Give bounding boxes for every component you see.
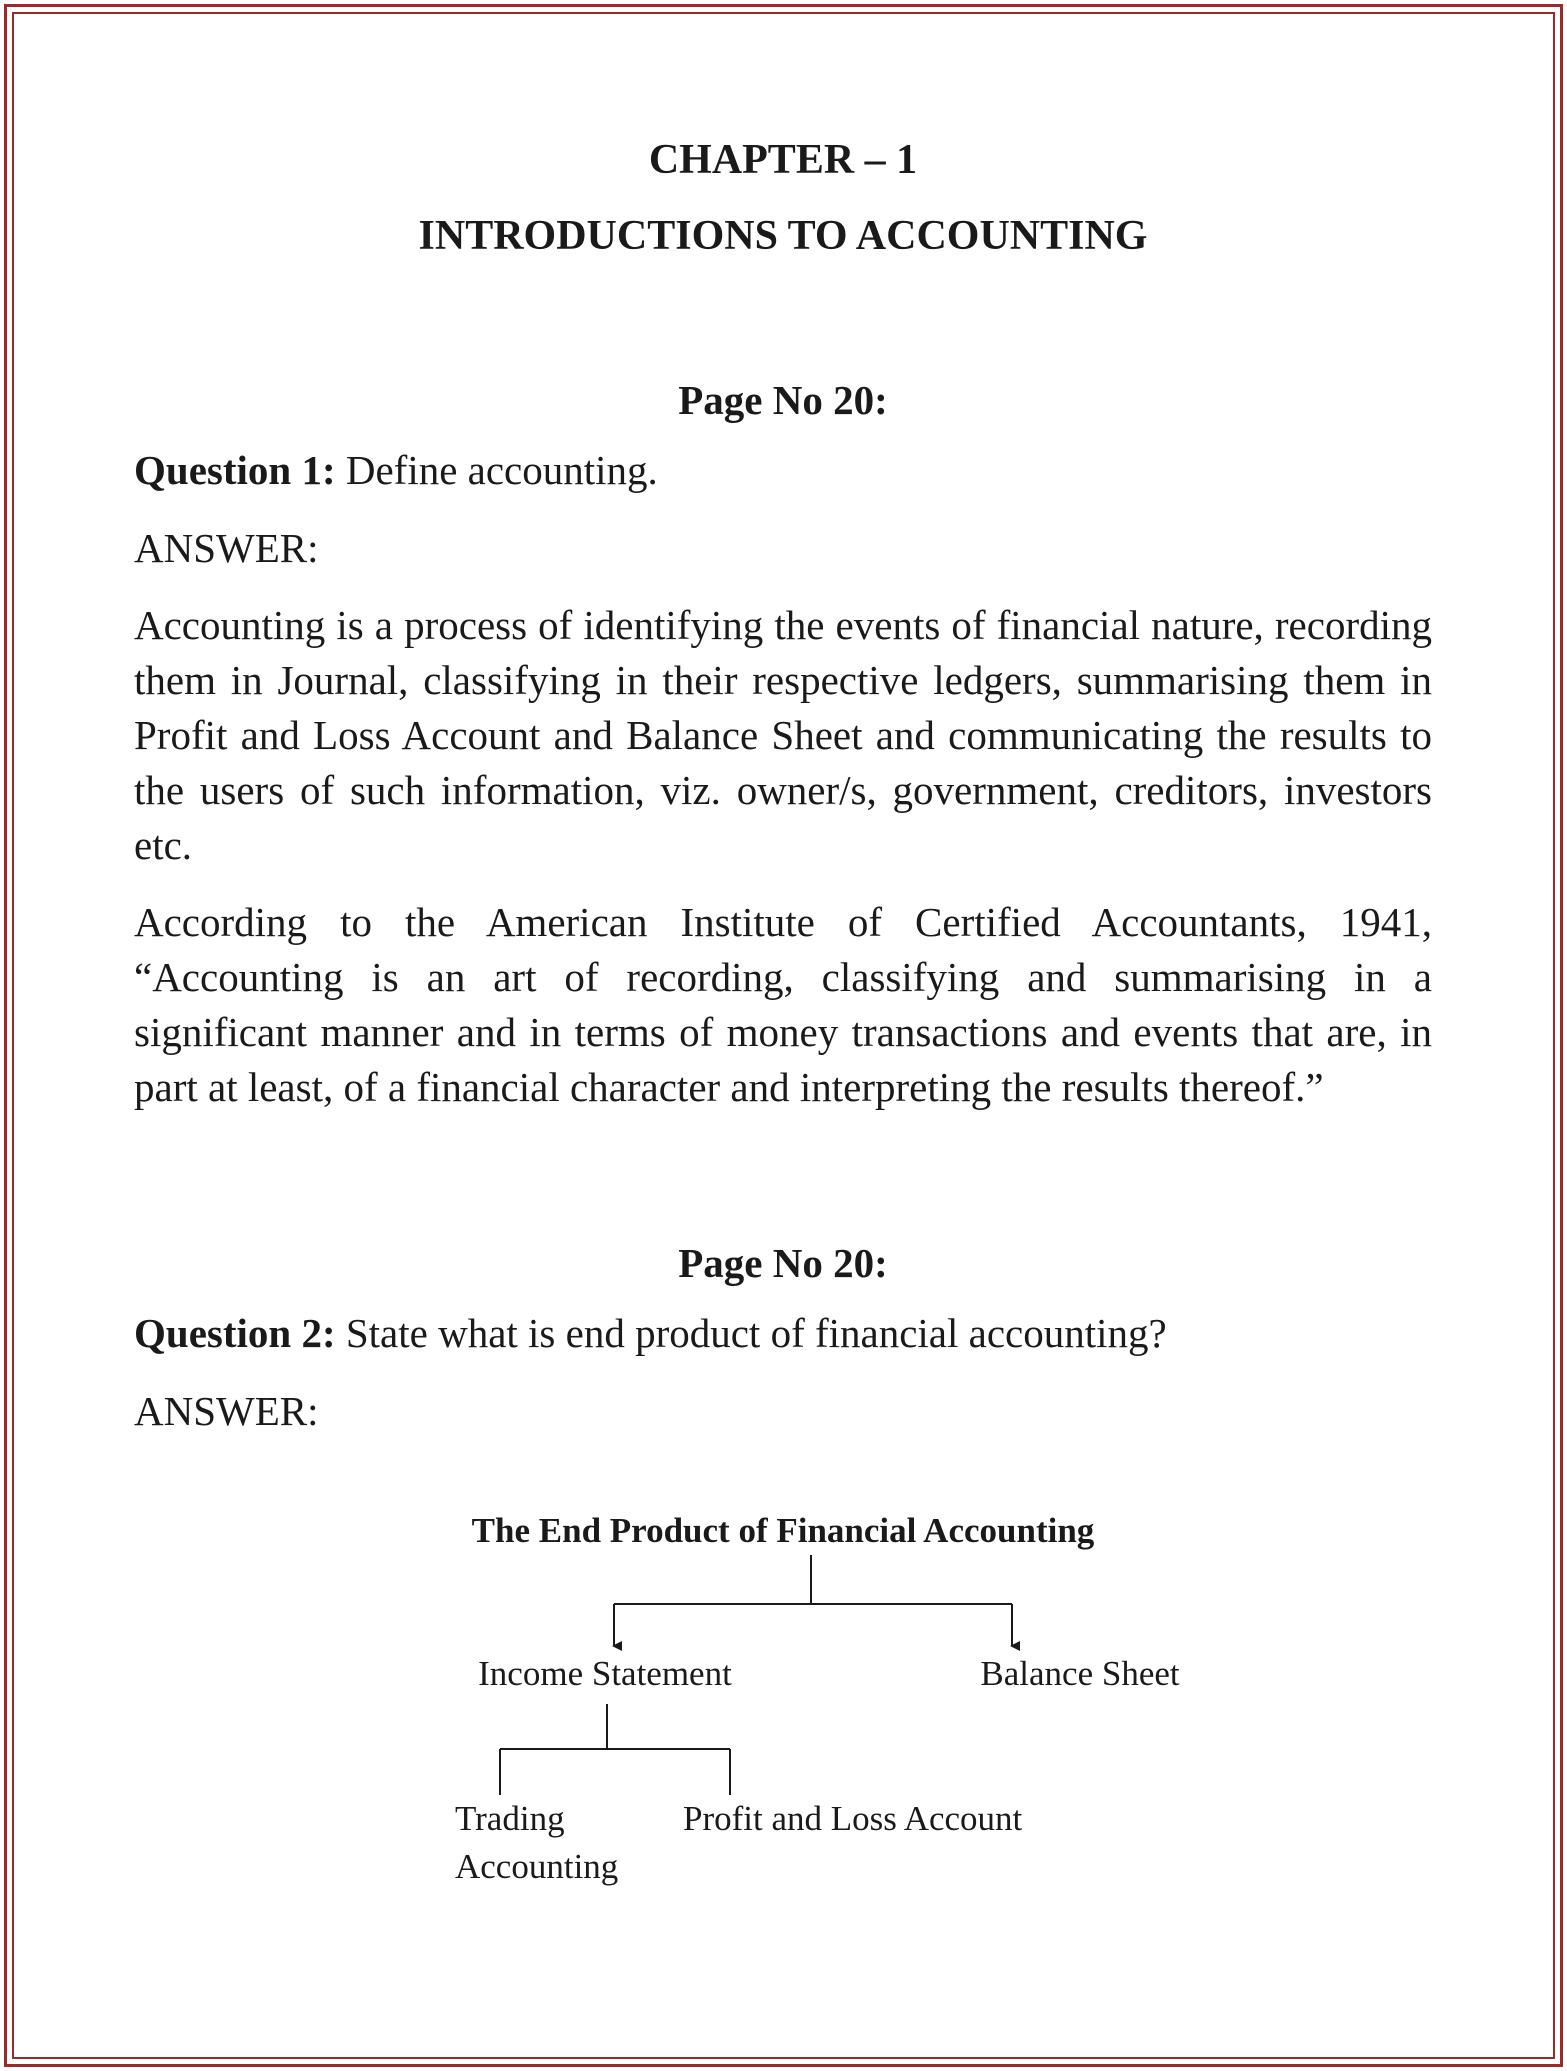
answer-paragraph: Accounting is a process of identifying the events of financial nature, recording them in Journal, classifying in their respective ledgers, summarising them in Profit and Loss Account and Balance Sheet and communicating the results to the users of such information, viz. owner/s, government, creditors, investors etc. xyxy=(134,602,1432,868)
chapter-heading: CHAPTER – 1 xyxy=(648,137,918,183)
answer-label: ANSWER: xyxy=(134,1388,319,1434)
question-text: Define accounting. xyxy=(335,447,658,493)
diagram-profit-and-loss: Profit and Loss Account xyxy=(683,1799,1023,1838)
answer-paragraph: According to the American Institute of Certified Accountants, 1941, “Accounting is an art of recording, classifying and summarising in a significant manner and in terms of money transactions and events that are, in part at least, of a financial character and interpreting the results thereof.” xyxy=(134,899,1432,1110)
diagram-root-label: The End Product of Financial Accounting xyxy=(471,1511,1095,1550)
question-text: State what is end product of financial accounting? xyxy=(335,1310,1167,1356)
question-label: Question 2: xyxy=(134,1310,336,1356)
diagram-balance-sheet: Balance Sheet xyxy=(980,1654,1180,1693)
question-1 xyxy=(134,442,1432,498)
diagram-trading-line1: Trading xyxy=(455,1799,565,1838)
page-number-label: Page No 20: xyxy=(678,377,888,423)
diagram-income-statement: Income Statement xyxy=(478,1654,732,1693)
answer-label: ANSWER: xyxy=(134,525,319,571)
document-page xyxy=(134,130,1432,1439)
page-number-label: Page No 20: xyxy=(678,1240,888,1286)
question-label: Question 1: xyxy=(134,447,336,493)
diagram-trading-line2: Accounting xyxy=(455,1847,619,1886)
question-2 xyxy=(134,1305,1432,1361)
chapter-title: INTRODUCTIONS TO ACCOUNTING xyxy=(418,213,1148,259)
